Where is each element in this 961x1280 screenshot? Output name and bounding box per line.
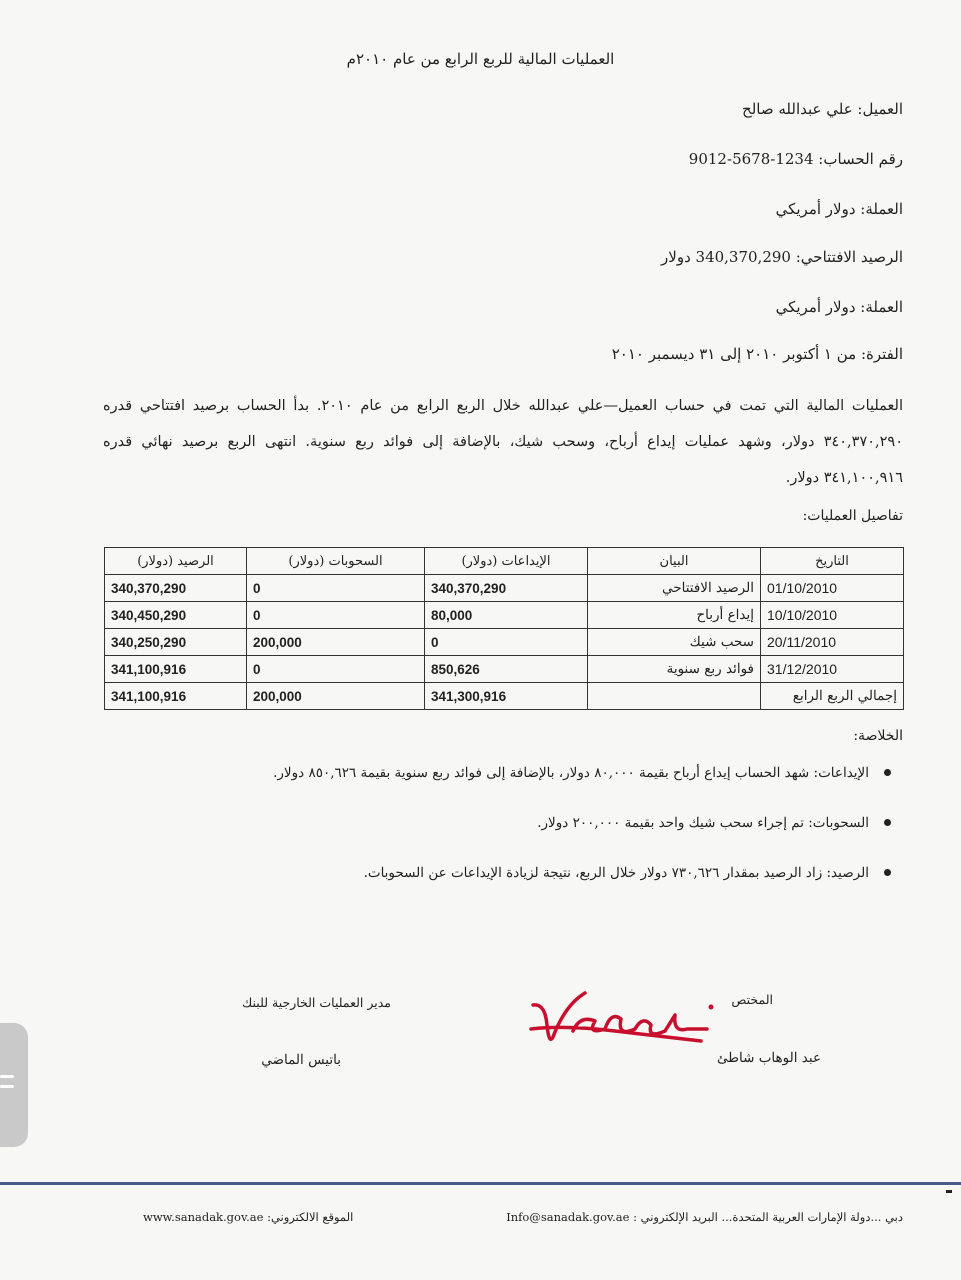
cell-deposit: 80,000 (425, 602, 588, 629)
cell-description: فوائد ربع سنوية (588, 656, 761, 683)
signature-image (525, 985, 725, 1065)
cell-date: 20/11/2010 (761, 629, 904, 656)
table-row (105, 602, 904, 629)
cell-withdrawal: 200,000 (247, 629, 425, 656)
summary-text: الرصيد: زاد الرصيد بمقدار ٧٣٠,٦٢٦ دولار خلال الربع، نتيجة لزيادة الإيداعات عن السحوبات. (363, 865, 869, 881)
handle-grip-icon (0, 1085, 14, 1088)
cell-total-balance: 341,100,916 (105, 683, 247, 710)
header-description: البيان (588, 548, 761, 575)
account-field: رقم الحساب: 1234-5678-9012 (688, 150, 903, 168)
cell-date: 31/12/2010 (761, 656, 904, 683)
period-field: الفترة: من ١ أكتوبر ٢٠١٠ إلى ٣١ ديسمبر ٢٠١٠ (611, 345, 903, 363)
cell-description: إيداع أرباح (588, 602, 761, 629)
details-heading: تفاصيل العمليات: (802, 508, 903, 524)
cell-balance: 340,250,290 (105, 629, 247, 656)
document-title: العمليات المالية للربع الرابع من عام ٢٠١٠م (346, 50, 615, 68)
header-date: التاريخ (761, 548, 904, 575)
bullet-icon (884, 869, 891, 876)
table-row (105, 656, 904, 683)
currency-field-2: العملة: دولار أمريكي (775, 298, 903, 316)
cell-total-deposits: 341,300,916 (425, 683, 588, 710)
cell-withdrawal: 0 (247, 656, 425, 683)
header-balance: الرصيد (دولار) (105, 548, 247, 575)
table-total-row (105, 683, 904, 710)
header-deposits: الإيداعات (دولار) (425, 548, 588, 575)
handle-grip-icon (0, 1075, 14, 1078)
bullet-icon (884, 769, 891, 776)
currency-field: العملة: دولار أمريكي (775, 200, 903, 218)
cell-balance: 340,450,290 (105, 602, 247, 629)
table-header-row (105, 548, 904, 575)
cell-description: سحب شيك (588, 629, 761, 656)
footer-divider (0, 1182, 961, 1185)
cell-description: الرصيد الافتتاحي (588, 575, 761, 602)
summary-text: الإيداعات: شهد الحساب إيداع أرباح بقيمة ٨٠,٠٠٠ دولار، بالإضافة إلى فوائد ربع سنوية بقيمة ٨٥٠,٦٢٦ دولار. (273, 765, 869, 781)
footer-address: دبي ...دولة الإمارات العربية المتحدة... البريد الإلكتروني : Info@sanadak.gov.ae (506, 1210, 903, 1224)
footer (143, 1210, 903, 1224)
description-paragraph: العمليات المالية التي تمت في حساب العميل—علي عبدالله خلال الربع الرابع من عام ٢٠١٠. بدأ الحساب برصيد افتتاحي قدره ٣٤٠,٣٧٠,٢٩٠ دولار، وشهد عمليات إيداع أرباح، وسحب شيك، بالإضافة إلى فوائد ربع سنوية. انتهى الربع برصيد نهائي قدره ٣٤١,١٠٠,٩١٦ دولار. (103, 398, 903, 486)
side-drawer-handle[interactable] (0, 1023, 28, 1147)
table-row (105, 629, 904, 656)
specialist-name: عبد الوهاب شاطئ (717, 1050, 821, 1066)
cell-total-label: إجمالي الربع الرابع (761, 683, 904, 710)
specialist-title: المختص (731, 992, 773, 1007)
cell-balance: 340,370,290 (105, 575, 247, 602)
summary-text: السحوبات: تم إجراء سحب شيك واحد بقيمة ٢٠٠,٠٠٠ دولار. (537, 815, 869, 831)
summary-heading: الخلاصة: (853, 728, 903, 744)
cell-deposit: 850,626 (425, 656, 588, 683)
cell-total-withdrawals: 200,000 (247, 683, 425, 710)
list-item (109, 760, 869, 810)
cell-description (588, 683, 761, 710)
header-withdrawals: السحوبات (دولار) (247, 548, 425, 575)
cell-balance: 341,100,916 (105, 656, 247, 683)
client-field: العميل: علي عبدالله صالح (742, 100, 903, 118)
manager-title: مدير العمليات الخارجية للبنك (242, 995, 391, 1010)
table-row (105, 575, 904, 602)
transactions-table (104, 547, 904, 710)
list-item (109, 860, 869, 910)
cell-date: 01/10/2010 (761, 575, 904, 602)
cell-withdrawal: 0 (247, 602, 425, 629)
manager-name: باتيس الماضي (261, 1052, 341, 1068)
list-item (109, 810, 869, 860)
bullet-icon (884, 819, 891, 826)
cell-deposit: 340,370,290 (425, 575, 588, 602)
cell-date: 10/10/2010 (761, 602, 904, 629)
cell-deposit: 0 (425, 629, 588, 656)
footer-website: الموقع الالكتروني: www.sanadak.gov.ae (143, 1210, 354, 1224)
footer-mark (946, 1190, 952, 1193)
cell-withdrawal: 0 (247, 575, 425, 602)
opening-balance-field: الرصيد الافتتاحي: 340,370,290 دولار (661, 248, 903, 266)
summary-list (109, 760, 869, 910)
